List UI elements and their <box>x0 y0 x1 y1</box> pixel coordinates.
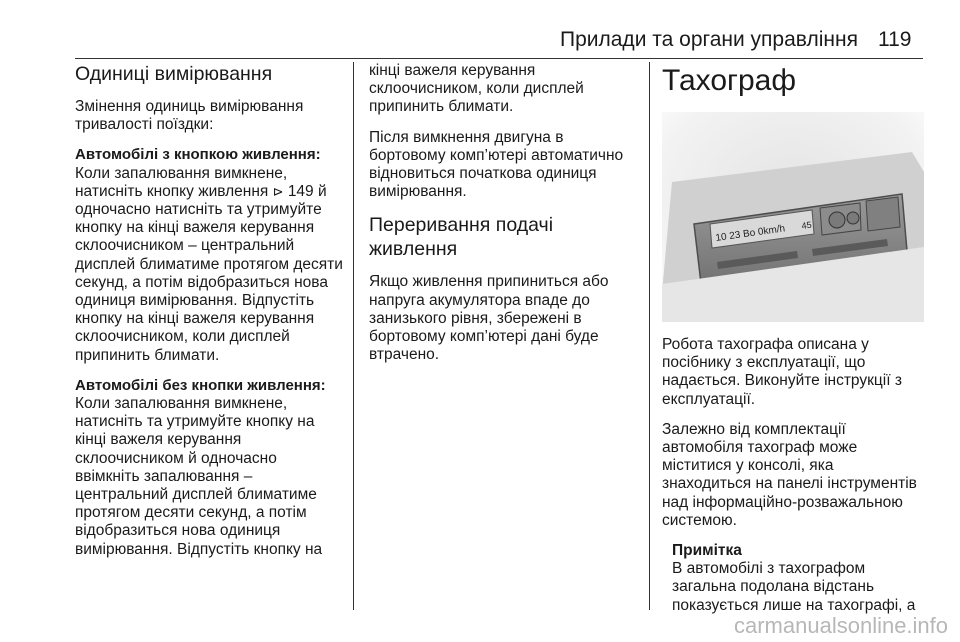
column-divider-1 <box>353 62 354 610</box>
page-reference[interactable]: 149 <box>287 182 314 200</box>
subheading-without-button: Автомобілі без кнопки живлення: <box>75 376 326 394</box>
header-divider <box>75 58 923 59</box>
paragraph-with-button <box>75 165 343 365</box>
display-text-2: 45 <box>800 219 813 231</box>
power-paragraph: Якщо живлення припиниться або напруга акумулятора впаде до занизького рівня, збережені в бортовому комп’ютері дані буде втрачено. <box>369 273 609 364</box>
watermark: carmanualsonline.info <box>734 613 949 638</box>
engine-off-paragraph: Після вимкнення двигуна в бортовому комп’ютері автоматично відновиться початкова одиниця вимірювання. <box>369 128 624 201</box>
tachograph-control-block <box>866 197 900 231</box>
arrow-right-icon: ⊳ <box>272 183 284 199</box>
intro-paragraph: Змінення одиниць вимірювання тривалості поїздки: <box>75 98 304 134</box>
tachograph-figure <box>662 112 924 322</box>
note-text: В автомобілі з тахографом загальна подолана відстань показується лише на тахографі, а <box>672 560 916 614</box>
column-2 <box>369 62 641 376</box>
header-title: Прилади та органи управління <box>560 28 858 51</box>
paragraph-with-button-text-a: Коли запалювання вимкнене, натисніть кнопку живлення <box>75 164 288 200</box>
column-3 <box>662 62 924 615</box>
subheading-with-button: Автомобілі з кнопкою живлення: <box>75 146 321 164</box>
tachograph-button[interactable] <box>829 212 845 228</box>
display-text: 10 23 Bo 0km/h <box>714 223 786 244</box>
continued-paragraph: кінці важеля керування склоочисником, коли дисплей припинить блимати. <box>369 62 584 116</box>
column-divider-2 <box>649 62 650 610</box>
tachograph-paragraph-1: Робота тахографа описана у посібнику з експлуатації, що надається. Виконуйте інструкції з експлуатації. <box>662 336 902 408</box>
page-number: 119 <box>878 28 912 51</box>
section-heading-tachograph: Тахограф <box>662 64 797 97</box>
paragraph-without-button: Коли запалювання вимкнене, натисніть та утримуйте кнопку на кінці важеля керування склоочисником й одночасно ввімкніть запалювання – центральний дисплей блиматиме протягом десяти секунд, а потім відобразиться нова одиниця вимірювання. Відпустіть кнопку на <box>75 395 323 558</box>
paragraph-with-button-text-b: й одночасно натисніть та утримуйте кнопку на кінці важеля керування склоочисником – центральний дисплей блиматиме протягом десяти секунд, а потім відобразиться нова одиниця вимірювання. Відпустіть кнопку на кінці важеля керування склоочисником, коли дисплей припинить блимати. <box>75 182 343 364</box>
section-heading-power: Переривання подачі живлення <box>369 214 554 261</box>
note-title: Примітка <box>672 542 742 560</box>
tachograph-button-2[interactable] <box>847 212 859 224</box>
section-heading-units: Одиниці вимірювання <box>75 63 273 85</box>
column-1 <box>75 62 343 571</box>
tachograph-paragraph-2: Залежно від комплектації автомобіля тахограф може міститися у консолі, яка знаходиться на панелі інструментів над інформаційно-розважальною системою. <box>662 420 917 529</box>
